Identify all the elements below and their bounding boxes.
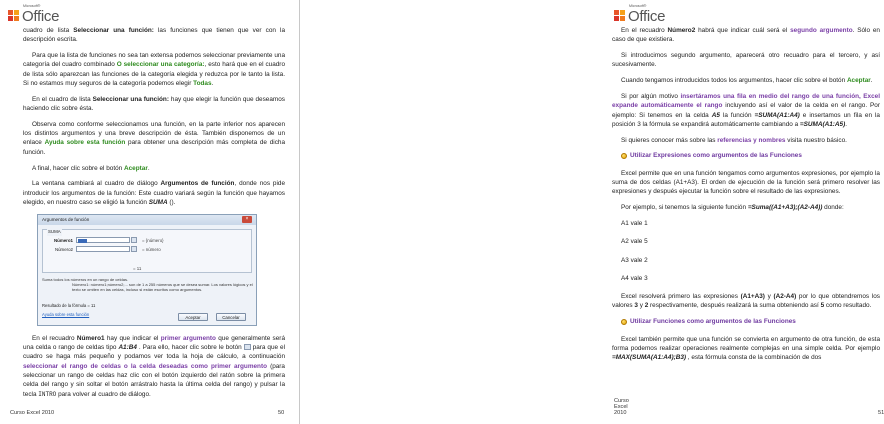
number1-input[interactable] [76, 237, 130, 243]
function-description [42, 277, 254, 292]
collapse-dialog-icon [244, 344, 251, 350]
left-body [23, 26, 285, 405]
left-page [0, 0, 300, 424]
logo-office: Office [628, 8, 666, 25]
argument-description: Número1: número1;número2;... son de 1 a 255 números que se desea sumar. Los valores lógicos y el texto se omiten en las celdas, incluso si están escritos como argumentos. [72, 281, 253, 292]
logo-microsoft: Microsoft® [629, 4, 647, 9]
right-page [300, 0, 884, 424]
group-label: SUMA [47, 227, 62, 236]
paragraph: En el recuadro Número1 hay que indicar el primer argumento que generalmente será una celda o rango de celdas tipo A1:B4 . Para ello, hacer clic sobre le botón para que el cuadro se haga más pequeño y podamos ver toda la hoja de cálculo, a continuación seleccionar el rango de celdas o la celda deseadas como primer argumento (para seleccionar un rango de celdas haz clic con el botón izquierdo del ratón sobre la primera celda del rango y sin soltar el botón arrástralo hasta la última celda del rango) y pulsar la tecla INTRO para volver al cuadro de diálogo. [23, 334, 286, 398]
paragraph: Cuando tengamos introducidos todos los argumentos, hacer clic sobre el botón Aceptar. [621, 77, 873, 85]
bullet-icon [621, 153, 627, 159]
argument-row [51, 245, 161, 254]
paragraph: Observa como conforme seleccionamos una función, en la parte inferior nos aparecen los distintos argumentos y una breve descripción de ésta. También disponemos de un enlace Ayuda sobre esta función para obtener una descripción más completa de dicha función. [23, 120, 285, 156]
cancel-button[interactable]: Cancelar [216, 313, 246, 321]
number2-label: Número2 [54, 246, 73, 252]
paragraph: La ventana cambiará al cuadro de diálogo Argumentos de función, donde nos pide introducir los argumentos de la función: Este cuadro variará según la función que hayamos elegido, en nuestro caso se eligió la función SUMA (). [23, 180, 286, 206]
logo-office: Office [22, 8, 60, 25]
number2-input[interactable] [76, 246, 130, 252]
paragraph: Por ejemplo, si tenemos la siguiente función =Suma((A1+A3);(A2-A4)) donde: [621, 204, 844, 212]
office-logo-icon [8, 10, 20, 23]
dialog-titlebar [38, 215, 256, 225]
paragraph: Si introducimos segundo argumento, aparecerá otro recuadro para el tercero, y así sucesivamente. [612, 52, 880, 69]
footer-course: Curso Excel 2010 [614, 398, 629, 416]
collapse-dialog-icon[interactable] [131, 246, 137, 252]
number2-value: = número [142, 246, 161, 252]
paragraph: Excel permite que en una función tengamos como argumentos expresiones, por ejemplo la suma de dos celdas (A1+A3). El orden de ejecución de la función será primero resolver las expresiones y después ejecutar la función sobre el resultado de las expresiones. [612, 169, 880, 196]
paragraph: Para que la lista de funciones no sea tan extensa podemos seleccionar previamente una categoría del cuadro combinado O seleccionar una categoría:, esto hará que en el cuadro de lista sólo aparezcan las funciones de la categoría elegida y reduzca por le tanto la lista. Si no estamos muy seguros de la categoría podemos elegir Todas. [23, 52, 285, 87]
paragraph: Excel resolverá primero las expresiones (A1+A3) y (A2-A4) por lo que obtendremos los valores 3 y 2 respectivamente, después realizará la suma obteniendo así 5 como resultado. [612, 293, 880, 310]
footer-course: Curso Excel 2010 [10, 410, 55, 416]
section-heading: Utilizar Funciones como argumentos de las Funciones [621, 317, 880, 326]
right-body [612, 26, 880, 369]
paragraph: En el cuadro de lista Seleccionar una función: hay que elegir la función que deseamos haciendo clic sobre ésta. [23, 95, 285, 113]
number1-label: Número1 [53, 237, 73, 243]
section-heading: Utilizar Expresiones como argumentos de las Funciones [621, 151, 880, 160]
description-text: Suma todos los números en un rango de celdas. [42, 276, 129, 282]
function-arguments-dialog [37, 214, 257, 326]
help-link[interactable]: Ayuda sobre esta función [42, 312, 90, 318]
paragraph: A final, hacer clic sobre el botón Aceptar. [32, 164, 150, 172]
list-item: A3 vale 2 [621, 256, 648, 264]
collapse-dialog-icon[interactable] [131, 237, 137, 243]
list-item: A1 vale 1 [621, 219, 648, 227]
arguments-group [42, 229, 252, 273]
function-result: = 11 [133, 265, 142, 271]
paragraph: Si por algún motivo insertáramos una fila en medio del rango de una función, Excel expande automáticamente el rango incluyendo así el valor de la celda en el rango. Por ejemplo: Si tenemos en la celda A5 la función =SUMA(A1:A4) e insertamos un fila en la posición 3 la fórmula se expandirá automáticamente cambiando a =SUMA(A1:A5). [612, 92, 880, 128]
dialog-title: Argumentos de función [42, 217, 90, 223]
list-item: A4 vale 3 [621, 274, 648, 282]
close-icon[interactable]: × [242, 216, 252, 223]
page-number: 51 [878, 410, 884, 416]
argument-row [51, 236, 164, 245]
paragraph: En el recuadro Número2 habrá que indicar cuál será el segundo argumento. Sólo en caso de que existiera. [612, 27, 880, 44]
office-logo [8, 4, 59, 24]
list-item: A2 vale 5 [621, 238, 648, 246]
paragraph: cuadro de lista Seleccionar una función: las funciones que tienen que ver con la descripción escrita. [23, 27, 286, 44]
page-number: 50 [278, 410, 285, 416]
paragraph: Excel también permite que una función se convierta en argumento de otra función, de esta forma podemos realizar operaciones realmente complejas en una simple celda. Por ejemplo =MAX(SUMA(A1:A4);B3) , esta fórmula consta de la combinación de dos [612, 335, 880, 362]
paragraph: Si quieres conocer más sobre las referencias y nombres visita nuestro básico. [621, 136, 847, 144]
number1-value: = {número} [142, 237, 164, 243]
logo-microsoft: Microsoft® [23, 4, 41, 9]
formula-result: Resultado de la fórmula = 11 [42, 303, 96, 309]
ok-button[interactable]: Aceptar [178, 313, 208, 321]
office-logo [614, 4, 665, 24]
bullet-icon [621, 319, 627, 325]
office-logo-icon [614, 10, 626, 23]
